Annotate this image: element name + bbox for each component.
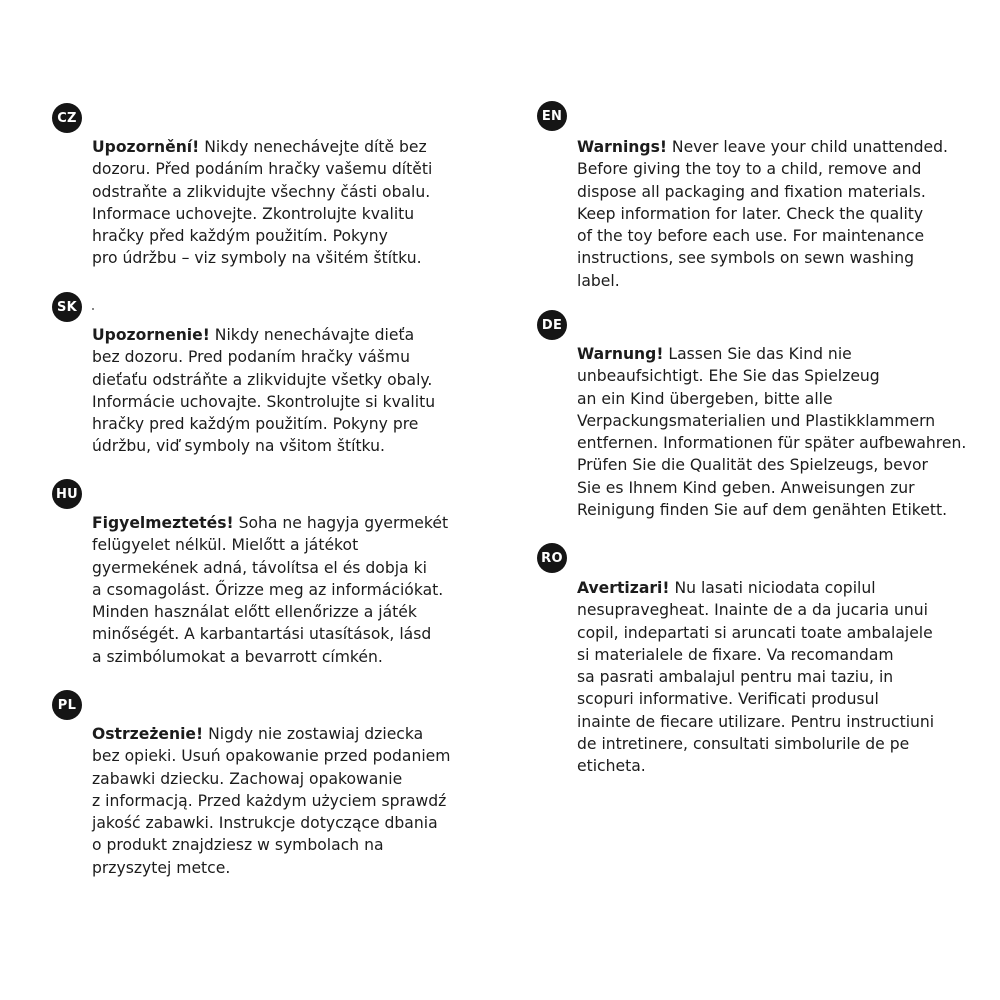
warning-text-cz: Upozornění! Nikdy nenechávejte dítě bez dozoru. Před podáním hračky vašemu dítěti odstraňte a zlikvidujte všechny části obalu. Informace uchovejte. Zkontrolujte kvalitu hračky před každým použitím. Pokyny pro údržbu – viz symboly na všitém štítku. [92,138,433,268]
warning-heading-cz: Upozornění! [92,138,200,156]
language-badge-en: EN [537,101,567,131]
warning-heading-hu: Figyelmeztetés! [92,514,234,532]
language-badge-ro: RO [537,543,567,573]
language-badge-de: DE [537,310,567,340]
warning-heading-ro: Avertizari! [577,579,670,597]
stray-dot [92,308,94,310]
warning-text-ro: Avertizari! Nu lasati niciodata copilul nesupravegheat. Inainte de a da jucaria unui copil, indepartati si aruncati toate ambalajele si materialele de fixare. Va recomandam sa pasrati ambalajul pentru mai taziu, in scopuri informative. Verificati produsul inainte de fiecare utilizare. Pentru instructiuni de intretinere, consultati simbolurile de pe eticheta. [577,579,935,776]
warning-text-de: Warnung! Lassen Sie das Kind nie unbeaufsichtigt. Ehe Sie das Spielzeug an ein Kind übergeben, bitte alle Verpackungsmaterialien und Plastikklammern entfernen. Informationen für später aufbewahren. Prüfen Sie die Qualität des Spielzeugs, bevor Sie es Ihnem Kind geben. Anweisungen zur Reinigung finden Sie auf dem genähten Etikett. [577,345,967,520]
warning-heading-sk: Upozornenie! [92,326,210,344]
language-badge-hu: HU [52,479,82,509]
warning-heading-en: Warnings! [577,138,667,156]
language-badge-sk: SK [52,292,82,322]
warning-text-hu: Figyelmeztetés! Soha ne hagyja gyermekét felügyelet nélkül. Mielőtt a játékot gyermekének adná, távolítsa el és dobja ki a csomagolást. Őrizze meg az információkat. Minden használat előtt ellenőrizze a játék minőségét. A karbantartási utasítások, lásd a szimbólumokat a bevarrott címkén. [92,514,449,666]
warning-text-pl: Ostrzeżenie! Nigdy nie zostawiaj dziecka bez opieki. Usuń opakowanie przed podaniem zabawki dziecku. Zachowaj opakowanie z informacją. Przed każdym użyciem sprawdź jakość zabawki. Instrukcje dotyczące dbania o produkt znajdziesz w symbolach na przyszytej metce. [92,725,451,877]
warning-heading-pl: Ostrzeżenie! [92,725,204,743]
language-badge-pl: PL [52,690,82,720]
warning-text-sk: Upozornenie! Nikdy nenechávajte dieťa bez dozoru. Pred podaním hračky vášmu dieťaťu odstráňte a zlikvidujte všetky obaly. Informácie uchovajte. Skontrolujte si kvalitu hračky pred každým použitím. Pokyny pre údržbu, viď symboly na všitom štítku. [92,326,436,456]
warning-text-en: Warnings! Never leave your child unattended. Before giving the toy to a child, remove and dispose all packaging and fixation materials. Keep information for later. Check the quality of the toy before each use. For maintenance instructions, see symbols on sewn washing label. [577,138,949,290]
language-badge-cz: CZ [52,103,82,133]
warning-heading-de: Warnung! [577,345,664,363]
